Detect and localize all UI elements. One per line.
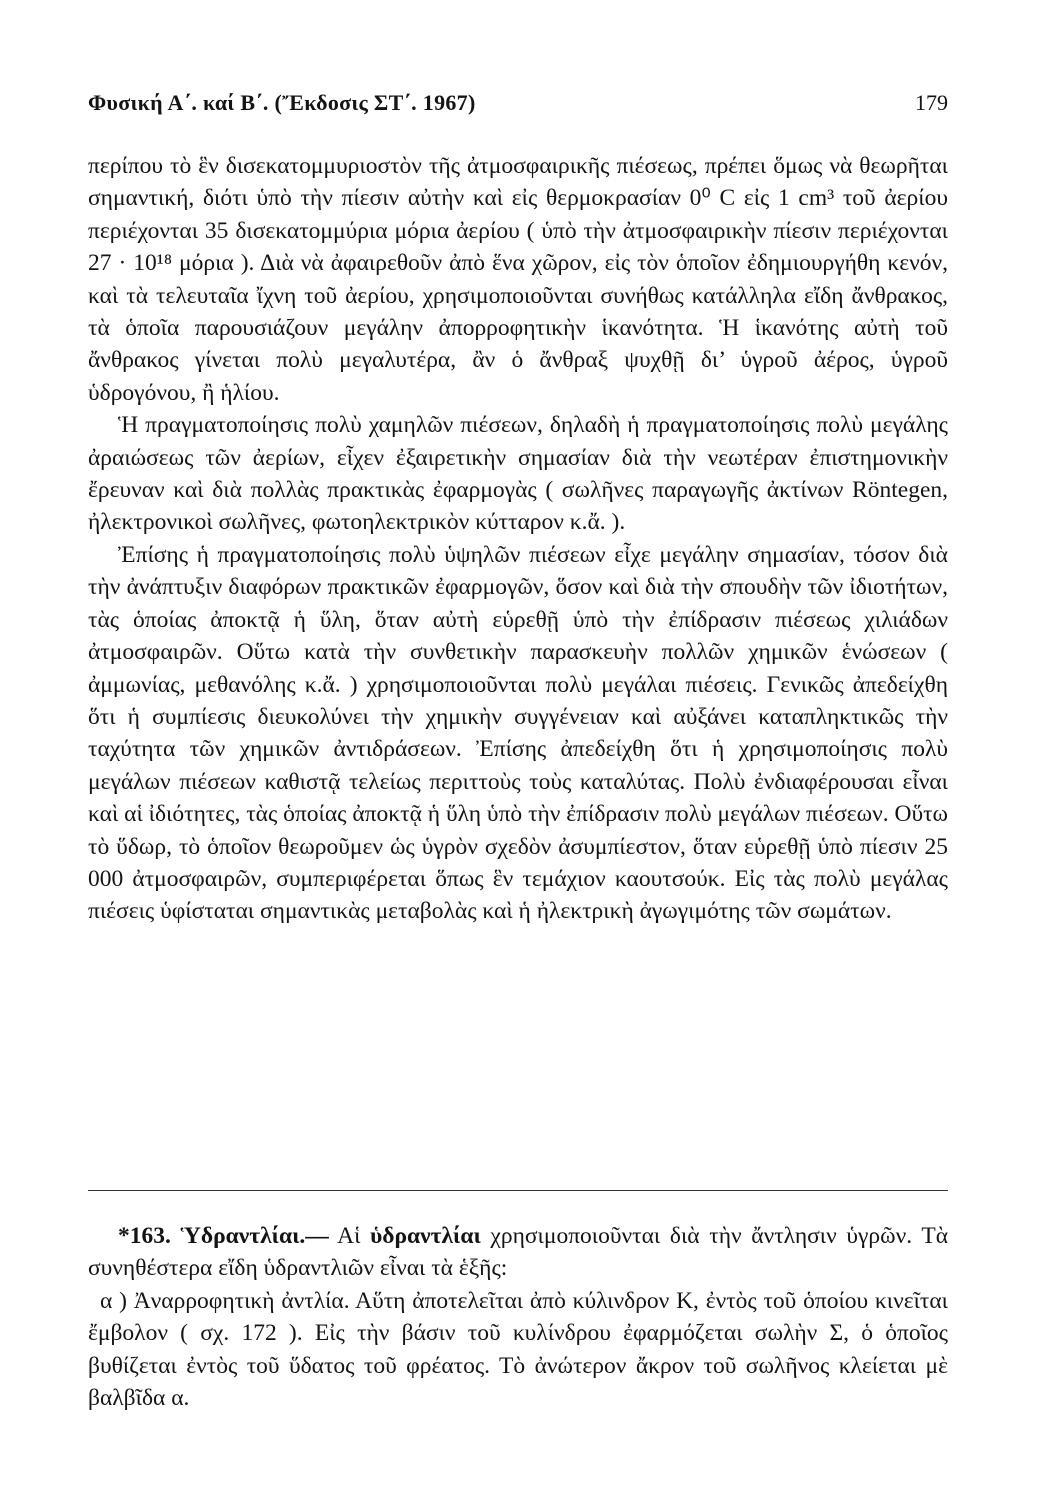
running-head-title: Φυσική Α΄. καί Β΄. (Ἔκδοσις ΣΤ΄. 1967) — [88, 90, 476, 115]
section-number: *163. — [118, 1223, 171, 1249]
paragraph-2: Ἡ πραγματοποίησις πολὺ χαμηλῶν πιέσεων, δηλαδὴ ἡ πραγματοποίησις πολὺ μεγάλης ἀραιώσεως τῶν ἀερίων, εἶχεν ἐξαιρετικὴν σημασίαν διὰ τὴν νεωτέραν ἐπιστημονικὴν ἔρευναν καὶ διὰ πολλὰς πρακτικὰς ἐφαρμογὰς ( σωλῆνες παραγωγῆς ἀκτίνων Röntegen, ἠλεκτρονικοὶ σωλῆνες, φωτοηλεκτρικὸν κύτταρον κ.ἄ. ). — [88, 412, 948, 536]
section-item-a: α ) Ἀναρροφητικὴ ἀντλία. Αὕτη ἀποτελεῖται ἀπὸ κύλινδρον Κ, ἐντὸς τοῦ ὁποίου κινεῖται ἔμβολον ( σχ. 172 ). Εἰς τὴν βάσιν τοῦ κυλίνδρου ἐφαρμόζεται σωλὴν Σ, ὁ ὁποῖος βυθίζεται ἐντὸς τοῦ ὕδατος τοῦ φρέατος. Τὸ ἀνώτερον ἄκρον τοῦ σωλῆνος κλείεται μὲ βαλβῖδα α. — [88, 1287, 948, 1412]
body-text — [88, 150, 948, 928]
page-number: 179 — [915, 90, 948, 115]
section-lead: Αἱ — [337, 1223, 361, 1249]
section-divider — [88, 1190, 948, 1191]
section-text: χρησιμοποιοῦνται διὰ τὴν ἄντλησιν ὑγρῶν. Τὰ συνηθέστερα εἴδη ὑδραντλιῶν εἶναι τὰ ἑξῆς: — [88, 1223, 949, 1282]
paragraph-3: Ἐπίσης ἡ πραγματοποίησις πολὺ ὑψηλῶν πιέσεων εἶχε μεγάλην σημασίαν, τόσον διὰ τὴν ἀνάπτυξιν διαφόρων πρακτικῶν ἐφαρμογῶν, ὅσον καὶ διὰ τὴν σπουδὴν τῶν ἰδιοτήτων, τὰς ὁποίας ἀποκτᾷ ἡ ὕλη, ὅταν αὐτὴ εὑρεθῇ ὑπὸ τὴν ἐπίδρασιν πιέσεως χιλιάδων ἀτμοσφαιρῶν. Οὕτω κατὰ τὴν συνθετικὴν παρασκευὴν πολλῶν χημικῶν ἑνώσεων ( ἀμμωνίας, μεθανόλης κ.ἄ. ) χρησιμοποιοῦνται πολὺ μεγάλαι πιέσεις. Γενικῶς ἀπεδείχθη ὅτι ἡ συμπίεσις διευκολύνει τὴν χημικὴν συγγένειαν καὶ αὐξάνει καταπληκτικῶς τὴν ταχύτητα τῶν χημικῶν ἀντιδράσεων. Ἐπίσης ἀπεδείχθη ὅτι ἡ χρησιμοποίησις πολὺ μεγάλων πιέσεων καθιστᾷ τελείως περιττοὺς τοὺς καταλύτας. Πολὺ ἐνδιαφέρουσαι εἶναι καὶ αἱ ἰδιότητες, τὰς ὁποίας ἀποκτᾷ ἡ ὕλη ὑπὸ τὴν ἐπίδρασιν πολὺ μεγάλων πιέσεων. Οὕτω τὸ ὕδωρ, τὸ ὁποῖον θεωροῦμεν ὡς ὑγρὸν σχεδὸν ἀσυμπίεστον, ὅταν εὑρεθῇ ὑπὸ πίεσιν 25 000 ἀτμοσφαιρῶν, συμπεριφέρεται ὅπως ἓν τεμάχιον καουτσούκ. Εἰς τὰς πολὺ μεγάλας πιέσεις ὑφίσταται σημαντικὰς μεταβολὰς καὶ ἡ ἠλεκτρικὴ ἀγωγιμότης τῶν σωμάτων. — [88, 541, 948, 925]
section-term: ὑδραντλίαι — [370, 1223, 481, 1249]
section-heading: Ὑδραντλίαι.— — [180, 1223, 329, 1249]
running-head — [88, 90, 948, 122]
section-163 — [88, 1220, 948, 1414]
paragraph-1: περίπου τὸ ἓν δισεκατομμυριοστὸν τῆς ἀτμοσφαιρικῆς πιέσεως, πρέπει ὅμως νὰ θεωρῆται σημαντική, διότι ὑπὸ τὴν πίεσιν αὐτὴν καὶ εἰς θερμοκρασίαν 0⁰ C εἰς 1 cm³ τοῦ ἀερίου περιέχονται 35 δισεκατομμύρια μόρια ἀερίου ( ὑπὸ τὴν ἀτμοσφαιρικὴν πίεσιν περιέχονται 27 · 10¹⁸ μόρια ). Διὰ νὰ ἀφαιρεθοῦν ἀπὸ ἕνα χῶρον, εἰς τὸν ὁποῖον ἐδημιουργήθη κενόν, καὶ τὰ τελευταῖα ἴχνη τοῦ ἀερίου, χρησιμοποιοῦνται συνήθως κατάλληλα εἴδη ἄνθρακος, τὰ ὁποῖα παρουσιάζουν μεγάλην ἀπορροφητικὴν ἱκανότητα. Ἡ ἱκανότης αὐτὴ τοῦ ἄνθρακος γίνεται πολὺ μεγαλυτέρα, ἂν ὁ ἄνθραξ ψυχθῇ δι’ ὑγροῦ ἀέρος, ὑγροῦ ὑδρογόνου, ἢ ἡλίου. — [88, 153, 948, 406]
